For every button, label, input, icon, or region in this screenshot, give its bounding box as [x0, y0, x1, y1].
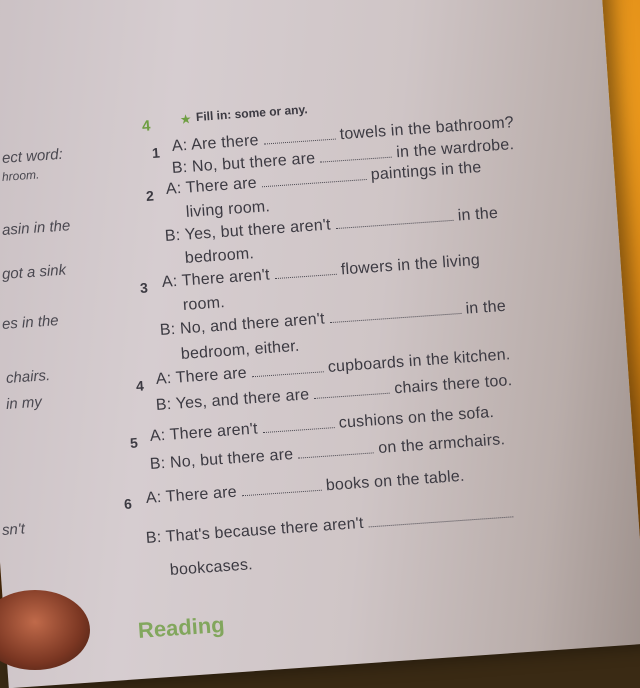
left-fragment: sn't	[1, 520, 26, 539]
left-fragment: asin in the	[1, 217, 71, 239]
answer-blank[interactable]	[297, 442, 374, 458]
line-after: books on the table.	[325, 467, 466, 495]
line-text: B: No, but there are	[171, 150, 316, 177]
item-number: 1	[151, 144, 161, 161]
answer-blank[interactable]	[274, 264, 337, 279]
exercise-line: bedroom.	[184, 245, 255, 267]
answer-blank[interactable]	[329, 303, 461, 323]
item-number: 4	[135, 377, 145, 394]
exercise-line: room.	[182, 294, 226, 314]
answer-blank[interactable]	[368, 506, 513, 527]
left-fragment: got a sink	[1, 261, 67, 283]
left-fragment: chairs.	[5, 366, 51, 387]
star-icon: ★	[179, 111, 193, 127]
line-text: B: No, and there aren't	[159, 310, 326, 339]
line-after: in the	[457, 204, 499, 225]
section-heading: Reading	[137, 611, 226, 643]
left-fragment: in my	[5, 393, 43, 413]
answer-blank[interactable]	[319, 147, 392, 163]
line-after: in the wardrobe.	[395, 136, 515, 162]
line-after: chairs there too.	[393, 372, 513, 398]
line-after: cupboards in the kitchen.	[327, 346, 511, 376]
left-fragment: ect word:	[1, 145, 64, 167]
left-fragment: es in the	[1, 312, 60, 333]
line-text: A: Are there	[171, 131, 260, 155]
item-number: 5	[129, 434, 139, 451]
line-text: A: There aren't	[149, 420, 259, 445]
line-text: B: No, but there are	[149, 446, 294, 473]
item-number: 3	[139, 279, 149, 296]
line-after: flowers in the living	[340, 251, 481, 279]
exercise-line	[145, 504, 513, 548]
line-text: A: There are	[165, 174, 258, 198]
answer-blank[interactable]	[335, 210, 453, 229]
line-text: A: There are	[145, 483, 238, 507]
answer-blank[interactable]	[261, 169, 367, 187]
exercise-line	[145, 468, 465, 508]
line-text: A: There aren't	[161, 266, 271, 291]
item-number: 6	[123, 495, 133, 512]
exercise-number: 4	[141, 117, 151, 135]
line-after: towels in the bathroom?	[339, 114, 515, 144]
line-after: in the	[465, 297, 507, 318]
line-text: B: Yes, and there are	[155, 386, 310, 414]
line-text: B: Yes, but there aren't	[164, 216, 332, 245]
exercise-line: bedroom, either.	[180, 337, 301, 363]
answer-blank[interactable]	[251, 361, 324, 377]
exercise-instruction: Fill in: some or any.	[195, 102, 309, 124]
left-fragment: hroom.	[1, 167, 40, 184]
exercise-line: bookcases.	[169, 556, 254, 579]
line-after: cushions on the sofa.	[338, 403, 495, 432]
answer-blank[interactable]	[313, 383, 390, 399]
item-number: 2	[145, 187, 155, 204]
line-after: on the armchairs.	[377, 431, 506, 458]
exercise-line: living room.	[185, 198, 271, 221]
line-after: paintings in the	[370, 158, 482, 184]
answer-blank[interactable]	[262, 417, 335, 433]
line-text: A: There are	[155, 364, 248, 388]
line-text: B: That's because there aren't	[145, 514, 365, 547]
answer-blank[interactable]	[241, 480, 322, 497]
answer-blank[interactable]	[263, 129, 336, 145]
